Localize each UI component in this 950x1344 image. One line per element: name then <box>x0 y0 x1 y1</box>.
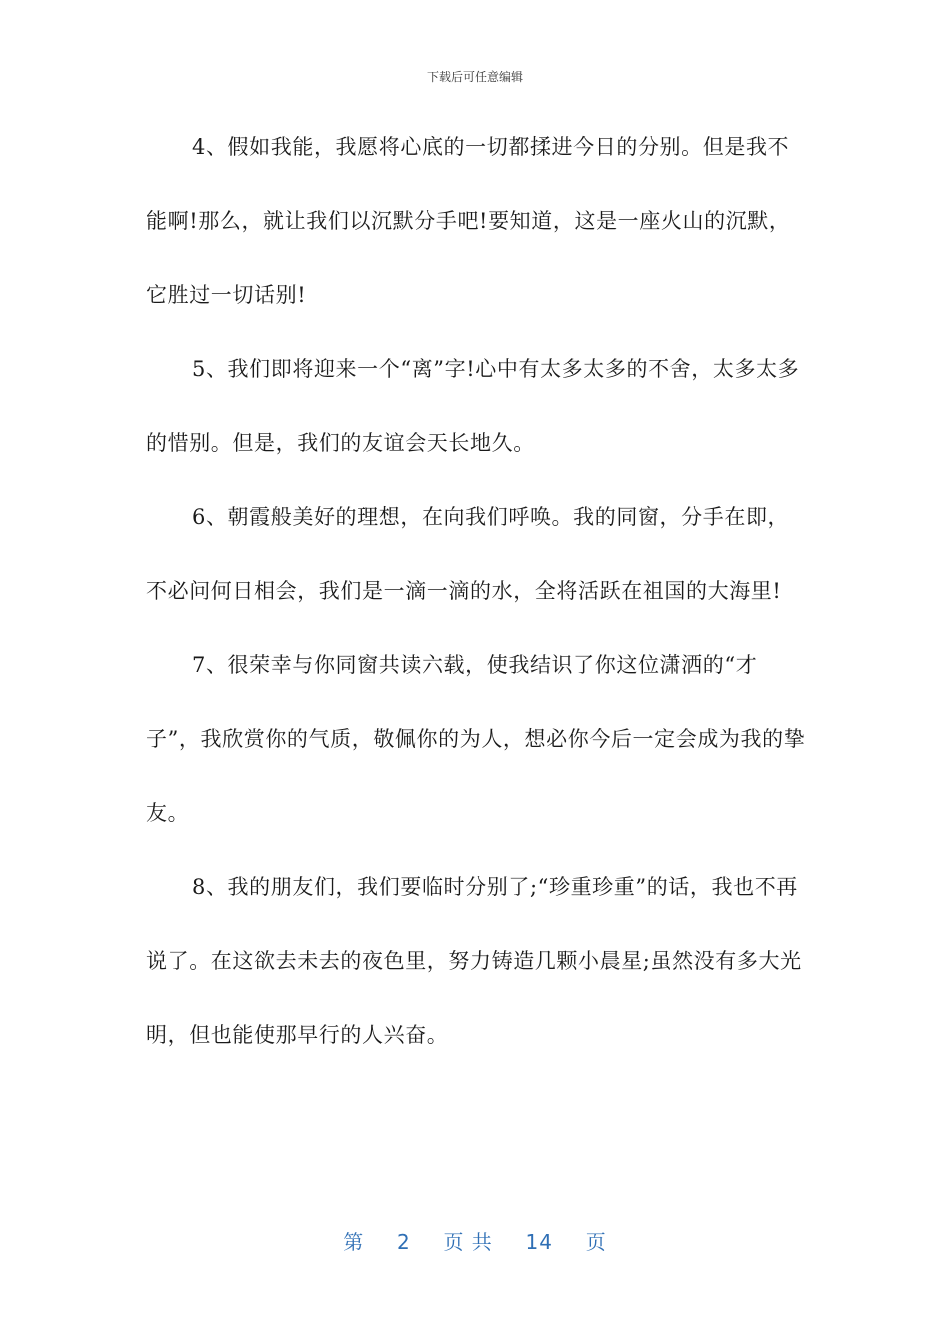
page-suffix: 页 <box>585 1230 607 1254</box>
paragraph-7: 7、很荣幸与你同窗共读六载，使我结识了你这位潇洒的“才子”，我欣赏你的气质，敬佩你的为人，想必你今后一定会成为我的挚友。 <box>146 653 806 825</box>
page-mid-text: 页 共 <box>443 1230 493 1254</box>
paragraph-4: 4、假如我能，我愿将心底的一切都揉进今日的分别。但是我不能啊!那么，就让我们以沉默分手吧!要知道，这是一座火山的沉默，它胜过一切话别! <box>146 135 791 307</box>
page-prefix: 第 <box>343 1230 365 1254</box>
body-text <box>146 110 806 1072</box>
current-page-number: 2 <box>397 1230 411 1254</box>
header-note: 下载后可任意编辑 <box>426 70 523 84</box>
total-pages-number: 14 <box>525 1230 553 1254</box>
paragraph-6: 6、朝霞般美好的理想，在向我们呼唤。我的同窗，分手在即，不必问何日相会，我们是一滴一滴的水，全将活跃在祖国的大海里! <box>146 505 790 603</box>
paragraph-8: 8、我的朋友们，我们要临时分别了;“珍重珍重”的话，我也不再说了。在这欲去未去的夜色里，努力铸造几颗小晨星;虽然没有多大光明，但也能使那早行的人兴奋。 <box>146 875 802 1047</box>
page-number-footer <box>0 1226 950 1255</box>
paragraph-5: 5、我们即将迎来一个“离”字!心中有太多太多的不舍，太多太多的惜别。但是，我们的友谊会天长地久。 <box>146 357 800 455</box>
